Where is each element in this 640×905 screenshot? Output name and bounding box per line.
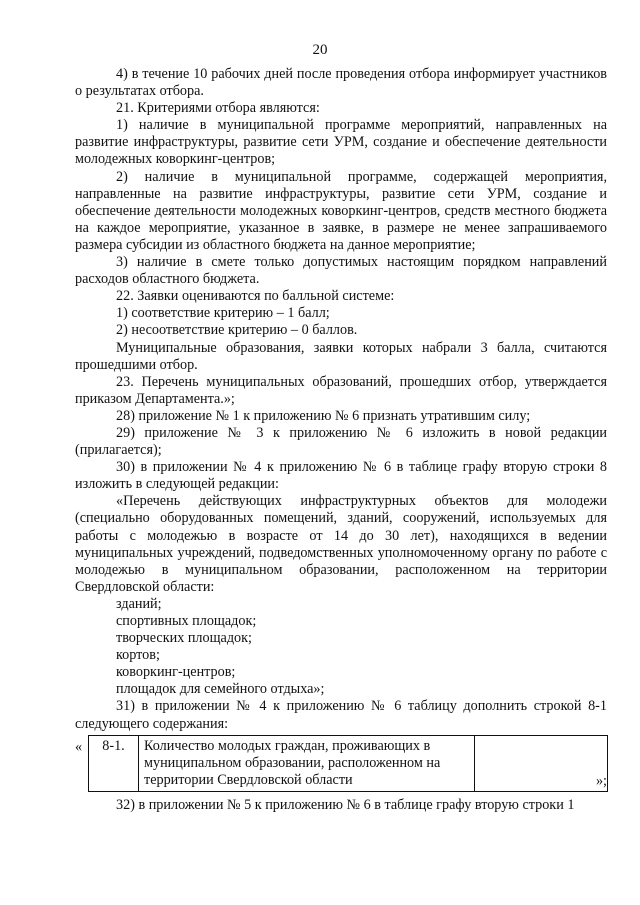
close-quote: »; (595, 772, 607, 789)
paragraph: «Перечень действующих инфраструктурных объектов для молодежи (специально оборудованных помещений, зданий, сооружений, используемых для работы с молодежью в возрасте от 14 до 30 лет), находящихся в ведении муниципальных учреждений, подведомственных уполномоченному органу по работе с молодежью в муниципальном образовании, расположенном на территории Свердловской области: (75, 493, 607, 595)
paragraph: 31) в приложении № 4 к приложению № 6 таблицу дополнить строкой 8-1 следующего содержания: (75, 698, 607, 732)
paragraph: 1) соответствие критерию – 1 балл; (116, 305, 330, 322)
inserted-table-block (75, 735, 607, 795)
paragraph: 1) наличие в муниципальной программе мероприятий, направленных на развитие инфраструктуры, развитие сети УРМ, создание и обеспечение деятельности молодежных коворкинг-центров; (75, 117, 607, 168)
paragraph: 21. Критериями отбора являются: (116, 100, 320, 117)
paragraph: 2) наличие в муниципальной программе, содержащей мероприятия, направленные на развитие инфраструктуры, развитие сети УРМ, создание и обеспечение деятельности молодежных коворкинг-центров, средств местного бюджета на каждое мероприятие, указанное в заявке, в размере не менее запрашиваемого размера субсидии из областного бюджета на данное мероприятие; (75, 168, 607, 253)
page-number: 20 (312, 42, 328, 58)
paragraph: 29) приложение № 3 к приложению № 6 изложить в новой редакции (прилагается); (75, 424, 607, 459)
table-row (89, 735, 608, 791)
row-number-cell: 8-1. (89, 735, 139, 791)
list-item: спортивных площадок; (116, 613, 257, 629)
paragraph: Муниципальные образования, заявки которых набрали 3 балла, считаются прошедшими отбор. (75, 339, 607, 373)
open-quote: « (75, 738, 83, 755)
paragraph: 2) несоответствие критерию – 0 баллов. (116, 322, 358, 339)
empty-cell (475, 735, 608, 791)
row-text-cell: Количество молодых граждан, проживающих в муниципальном образовании, расположенном на территории Свердловской области (139, 735, 475, 791)
paragraph: 30) в приложении № 4 к приложению № 6 в таблице графу вторую строки 8 изложить в следующей редакции: (75, 459, 607, 493)
list-item: творческих площадок; (116, 630, 252, 647)
paragraph: 23. Перечень муниципальных образований, прошедших отбор, утверждается приказом Департамента.»; (75, 373, 607, 407)
list-item: зданий; (116, 595, 162, 612)
inserted-table (88, 735, 608, 792)
list-item: площадок для семейного отдыха»; (116, 681, 325, 698)
paragraph: 28) приложение № 1 к приложению № 6 признать утратившим силу; (116, 407, 531, 424)
paragraph: 3) наличие в смете только допустимых настоящим порядком направлений расходов областного бюджета. (75, 254, 607, 288)
list-item: кортов; (116, 647, 160, 664)
paragraph: 22. Заявки оцениваются по балльной системе: (116, 288, 395, 305)
document-body (75, 66, 607, 814)
list-item: коворкинг-центров; (116, 664, 236, 681)
paragraph: 4) в течение 10 рабочих дней после проведения отбора информирует участников о результатах отбора. (75, 66, 607, 100)
paragraph: 32) в приложении № 5 к приложению № 6 в таблице графу вторую строки 1 (116, 796, 575, 813)
